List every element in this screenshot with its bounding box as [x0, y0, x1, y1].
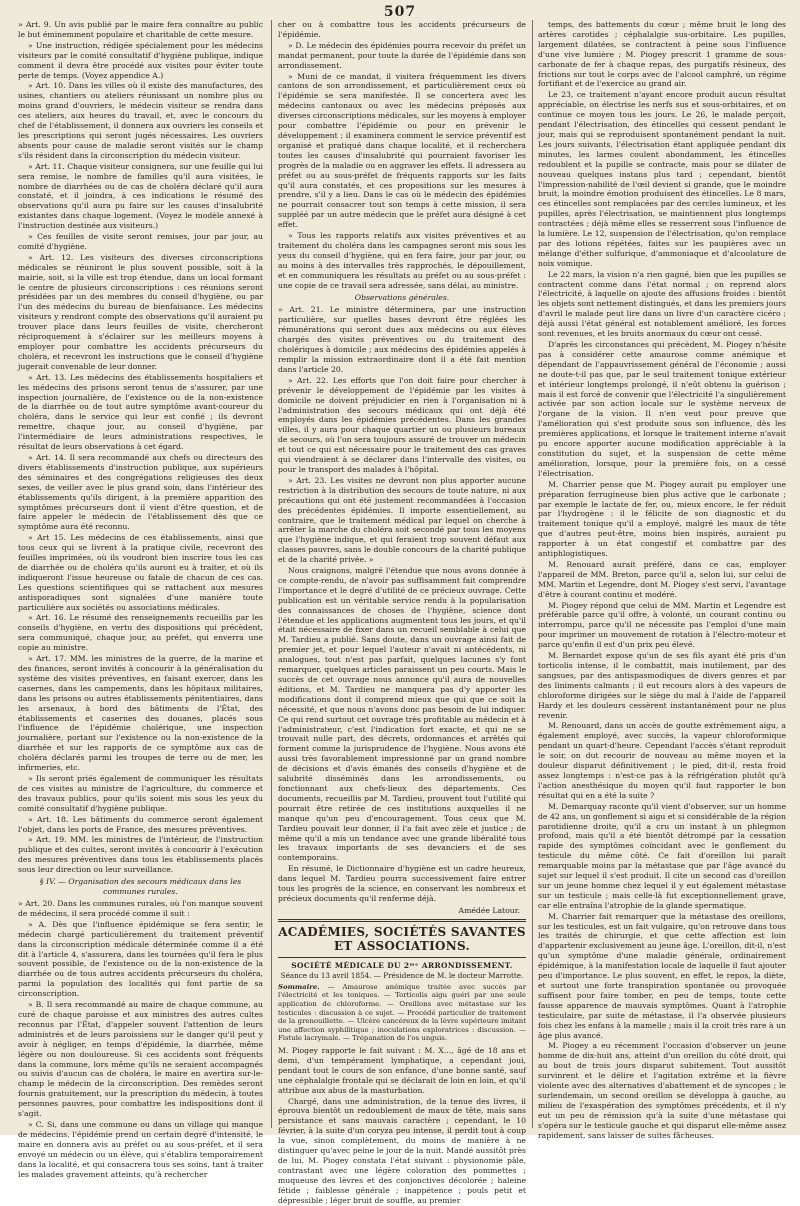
paragraph: M. Demarquay raconte qu'il vient d'observer, sur un homme de 42 ans, un gonflement si aigu et si considérable de la région parotidienne droite, qu'il a cru un instant à un phlegmon profond, mais qu'il a été bientôt détrompé par la cessation rapide des symptômes coïncidant avec le gonflement du testicule du même côté. Ce fait d'oreillon lui paraît remarquable moins par la métastase que par l'âge avancé du sujet sur lequel il s'est produit. Il cite un second cas d'oreillon sur un jeune homme chez lequel il y eut également métastase sur un testicule ; mais celle-là fut exceptionnellement grave, car elle entraîna l'atrophie de la glande spermatique.: [538, 801, 786, 910]
paragraph: » Art. 16. Le résumé des renseignements recueillis par les conseils d'hygiène, en vertu des dispositions qui précèdent, sera communiqué, chaque jour, au préfet, qui enverra une copie au ministre.: [18, 613, 263, 653]
column-divider: [271, 20, 272, 1128]
column-1-paragraphs-top: [18, 20, 263, 875]
paragraph: Le 22 mars, la vision n'a rien gagné, bien que les pupilles se contractent comme dans l'état normal ; on reprend alors l'électricité, à laquelle on ajoute des affusions froides : bientôt les objets sont nettement distingués, et dans les premiers jours d'avril le malade peut lire dans un livre d'un caractère cicéro ; déjà aussi l'état général est notablement amélioré, les forces sont revenues, et les bruits anormaux du cœur ont cessé.: [538, 269, 786, 339]
paragraph: » Ces feuilles de visite seront remises, jour par jour, au comité d'hygiène.: [18, 232, 263, 251]
column-1-paragraphs-bottom: [18, 899, 263, 1179]
paragraph: » Art. 10. Dans les villes où il existe des manufactures, des usines, chantiers ou ateliers réunissant un nombre plus ou moins grand d'ouvriers, le médecin visiteur se rendra dans ces ateliers, aux heures du travail, et, avec le concours du chef de l'établissement, il donnera aux ouvriers les conseils et les prescriptions qui seront jugés nécessaires. Les ouvriers absents pour cause de maladie seront visités sur le champ s'ils résident dans la circonscription du médecin visiteur.: [18, 81, 263, 160]
summary-text: — Amaurose anémique traitée avec succès par l'électricité et les toniques. — Torticolis aigu guéri par une seule application de chloroforme. — Oreillons avec métastase sur les testicules : discussion à ce sujet. — Procédé particulier de traitement de la grenouillette. — Ulcère cancéreux de la lèvre supérieure imitant une affection syphilitique ; inoculations exploratrices : discussion. — Fistule lacrymale. — Trépanation de l'os unguis.: [278, 982, 526, 1043]
paragraph: » Art. 13. Les médecins des établissements hospitaliers et les médecins des prisons seront tenus de s'assurer, par une inspection journalière, de l'existence ou de la non-existence de la diarrhée ou de tout autre symptôme avant-coureur du choléra, dans le service qui leur est confié ; ils devront remettre, chaque jour, au conseil d'hygiène, par l'intermédiaire de leurs administrations respectives, le résultat de leurs observations à cet égard.: [18, 372, 263, 452]
paragraph: M. Renouard, dans un accès de goutte extrêmement aigu, a également employé, avec succès, la vapeur chloroformique pendant un quart-d'heure. Cependant l'accès s'étant reproduit le soir, on dut recourir de nouveau au même moyen et la douleur disparut définitivement ; le pied, dit-il, resta froid assez longtemps : n'est-ce pas à la réfrigération plutôt qu'à l'action anesthésique du moyen qu'il faut rapporter le bon résultat qui en a été la suite ?: [538, 721, 786, 800]
paragraph: » Tous les rapports relatifs aux visites préventives et au traitement du choléra dans les campagnes seront mis sous les yeux du conseil d'hygiène, qui en fera faire, jour par jour, ou au moins à des intervalles très rapprochés, le dépouillement, et en communiquera les résultats au préfet ou au sous-préfet : une copie de ce travail sera adressée, sans délai, au ministre.: [278, 231, 526, 290]
paragraph: » Une instruction, rédigée spécialement pour les médecins visiteurs par le comité consultatif d'hygiène publique, indique comment il devra être procédé aux visites pour éviter toute perte de temps. (Voyez appendice A.): [18, 40, 263, 80]
paragraph: » Art. 9. Un avis publié par le maire fera connaître au public le but éminemment populaire et charitable de cette mesure.: [18, 20, 263, 39]
paragraph: Nous craignons, malgré l'étendue que nous avons donnée à ce compte-rendu, de n'avoir pas suffisamment fait comprendre l'importance et le degré d'utilité de ce précieux ouvrage. Cette publication est un véritable service rendu à la popularisation des connaissances de choses de l'hygiène, science dont l'étendue et les applications augmentent tous les jours, et qu'il était nécessaire de fixer dans un recueil semblable à celui que M. Tardieu a publié. Sans doute, dans un ouvrage ainsi fait de premier jet, et pour lequel l'auteur n'avait ni antécédents, ni analogues, tout n'est pas parfait, quelques lacunes s'y font remarquer, quelques articles paraissent un peu courts. Mais le succès de cet ouvrage nous annonce qu'il aura de nouvelles éditions, et M. Tardieu ne manquera pas d'y apporter les modifications dont il comprend mieux que qui que ce soit la nécessité, et que nous n'avons donc pas besoin de lui indiquer. Ce qui rend surtout cet ouvrage très profitable au médecin et à l'administrateur, c'est l'indication fort exacte, et qui ne se trouvait nulle part, des décrets, ordonnances et arrêtés qui forment comme la jurisprudence de l'hygiène. Nous avons été aussi très favorablement impressionné par un grand nombre de décisions et d'avis émanés des conseils d'hygiène et de salubrité disséminés dans les arrondissements, ou fonctionnant aux chefs-lieux des départements. Ces documents, recueillis par M. Tardieu, prouvent tout l'utilité qui pourrait être retirée de ces institutions auxquelles il ne manque qu'un peu d'encouragement. Tous ceux que M. Tardieu pouvait leur donner, il l'a fait avec zèle et justice ; de même qu'il a mis un tendance avec une grande libéralité tous les travaux importants de ses devanciers et de ses contemporains.: [278, 566, 526, 863]
paragraph: » Muni de ce mandat, il visitera fréquemment les divers cantons de son arrondissement, et particulièrement ceux où l'épidémie se sera manifestée. Il se concertera avec les médecins cantonaux ou avec les médecins préposés aux diverses circonscriptions médicales, sur les moyens à employer pour combattre l'épidémie ou pour en prévenir le développement ; il examinera comment le service préventif est organisé et pratiqué dans chaque localité, et il recherchera toutes les causes d'insalubrité qui pourraient favoriser les progrès de la maladie ou en aggraver les effets. Il adressera au préfet ou au sous-préfet de fréquents rapports sur les faits qu'il aura constatés, et ces propositions sur les mesures à prendre, s'il y a lieu. Dans le cas où le médecin des épidémies ne pourrait consacrer tout son temps à cette mission, il sera suppléé par un autre médecin que le préfet aura désigné à cet effet.: [278, 71, 526, 230]
summary: [278, 983, 526, 1043]
section-rule: [278, 919, 526, 922]
paragraph: » Art 15. Les médecins de ces établissements, ainsi que tous ceux qui se livrent à la pratique civile, recevront des feuilles imprimées, où ils voudront bien inscrire tous les cas de diarrhée ou de choléra qu'ils auront eu à traiter, et où ils indiqueront l'issue heureuse ou fatale de chacun de ces cas. Les questions scientifiques qui se rattachent aux mesures antisporadiques sont signalées d'une manière toute particulière aux sociétés ou associations médicales.: [18, 533, 263, 612]
paragraph: D'après les circonstances qui précèdent, M. Piogey n'hésite pas à considérer cette amaurose comme anémique et dépendant de l'appauvrissement général de l'économie ; aussi ne doute-t-il pas que, par le seul traitement tonique extérieur et intérieur longtemps prolongé, il n'eût obtenu la guérison ; mais il est forcé de convenir que l'électricité l'a singulièrement activée par son action locale sur le système nerveux de l'organe de la vision. Il n'en veut pour preuve que l'amélioration qui s'est produite sous son influence, dès les premières applications, et lorsque le traitement interne n'avait pu encore apporter aucune modification appréciable à la constitution du sujet, et la suspension de cette même amélioration, lorsque, pour la première fois, on a cessé l'électrisation.: [538, 340, 786, 478]
paragraph: temps, des battements du cœur ; même bruit le long des artères carotides ; céphalalgie sus-orbitaire. Les pupilles, largement dilatées, se contractent à peine sous l'influence d'une vive lumière ; M. Piogey prescrit 1 gramme de sous-carbonate de fer à chaque repas, des purgatifs résineux, des frictions sur tout le corps avec de l'alcool camphré, un régime fortifiant et de l'exercice au grand air.: [538, 20, 786, 89]
paragraph: M. Piogey a eu récemment l'occasion d'observer un jeune homme de dix-huit ans, atteint d'un oreillon du côté droit, qui au bout de trois jours disparut subitement. Tout aussitôt survinrent et le délire et l'agitation extrême et la fièvre violente avec des alternatives d'abattement et de syncopes ; le surlendemain, un second oreillon se développa à gauche, au milieu de l'exaspération des symptômes précédents, et il n'y eut un peu de rémission qu'à la suite d'une métastase qui s'opéra sur le testicule gauche et qui disparut elle-même assez rapidement, sans laisser de suites fâcheuses.: [538, 1041, 786, 1140]
paragraph: » Ils seront priés également de communiquer les résultats de ces visites au ministre de l'agriculture, du commerce et des travaux publics, pour qu'ils soient mis sous les yeux du comité consultatif d'hygiène publique.: [18, 773, 263, 813]
paragraph: » B. Il sera recommandé au maire de chaque commune, au curé de chaque paroisse et aux ministres des autres cultes reconnus par l'État, d'appeler souvent l'attention de leurs administrés et de leurs paroissiens sur le danger qu'il peut y avoir à négliger, en temps d'épidémie, la diarrhée, même légère ou non douloureuse. Si ces accidents sont fréquents dans la commune, lors même qu'ils ne seraient accompagnés ou suivis d'aucun cas de choléra, le maire en avertira sur-le-champ le médecin de la circonscription. Des remèdes seront fournis gratuitement, sur la prescription du médecin, à toutes personnes pauvres, pour combattre les indispositions dont il s'agit.: [18, 1000, 263, 1119]
paragraph: M. Piogey répond que celui de MM. Martin et Legendre est préférable parce qu'il offre, à volonté, un courant continu ou interrompu, parce qu'il ne nécessite pas l'emploi d'une main pour imprimer un mouvement de rotation à l'électro-moteur et parce qu'enfin il est d'un prix peu élevé.: [538, 600, 786, 650]
paragraph: cher ou à combattre tous les accidents précurseurs de l'épidémie.: [278, 20, 526, 39]
meeting-line: Séance du 13 avril 1854. — Présidence de M. le docteur Marrotte.: [280, 970, 524, 980]
paragraph: » Art. 12. Les visiteurs des diverses circonscriptions médicales se réuniront le plus souvent possible, soit à la mairie, soit, si la ville est trop étendue, dans un local formant le centre de plusieurs circonscriptions : ces réunions seront présidées par un des membres du conseil d'hygiène, ou par l'un des médecins du bureau de bienfaisance. Les médecins visiteurs y rendront compte des observations qu'il auraient pu trouver place dans leurs feuilles de visite, chercheront réciproquement à s'éclairer sur les meilleurs moyens à employer pour combattre les accidents précurseurs du choléra, et recevront les instructions que le conseil d'hygiène jugerait convenable de leur donner.: [18, 252, 263, 371]
paragraph: Le 23, ce traitement n'ayant encore produit aucun résultat appréciable, on électrise les nerfs sus et sous-orbitaires, et on continue ce moyen tous les jours. Le 26, le malade perçoit, pendant l'électrisation, des étincelles qui cessent pendant le jour, mais qui se reproduisent spontanément pendant la nuit. Les jours suivants, l'électrisation étant appliquée pendant dix minutes, les larmes coulent abondamment, les étincelles redoublent et la pupille se contracte, mais pour se dilater de nouveau quelques instans plus tard ; cependant, bientôt l'impression-nabilité de l'œil devient si grande, que le moindre bruit, la moindre émotion produisent des étincelles. Le 8 mars, ces étincelles sont remplacées par des cercles lumineux, et les pupilles, après l'électrisation, se maintiennent plus longtemps contractées ; déjà même elles se resserrent sous l'influence de la lumière. Le 12, suspension de l'électrisation, qu'on remplace par des lotions répétées, faites sur les paupières avec un mélange d'éther sulfurique, d'ammoniaque et d'alcoolature de noix vomique.: [538, 90, 786, 268]
summary-label: Sommaire.: [278, 982, 320, 991]
paragraph: M. Charrier pense que M. Piogey aurait pu employer une préparation ferrugineuse bien plus active que le carbonate ; par exemple le lactate de fer, ou, mieux encore, le fer réduit par l'hydrogène : il le félicite de son diagnostic et du traitement tonique qu'il a employé, malgré les maux de tête que d'autres peut-être, moins bien inspirés, auraient pu rapporter à un état congestif et combattre par des antiphlogistiques.: [538, 479, 786, 559]
paragraph: M. Piogey rapporte le fait suivant : M. X..., âgé de 18 ans et demi, d'un tempérament lymphatique, a cependant joui, pendant tout le cours de son enfance, d'une bonne santé, sauf une céphalalgie frontale qui se déclarait de loin en loin, et qu'il attribue aux abus de la masturbation.: [278, 1046, 526, 1095]
article-signature: Amédée Latour.: [458, 905, 520, 915]
paragraph: M. Renouard aurait préféré, dans ce cas, employer l'appareil de MM. Breton, parce qu'il a, selon lui, sur celui de MM. Martin et Legendre, dont M. Piogey s'est servi, l'avantage d'être à courant continu et modéré.: [538, 559, 786, 599]
paragraph: En résumé, le Dictionnaire d'hygiène est un cadre heureux, dans lequel M. Tardieu pourra successivement faire entrer tous les progrès de la science, en conservant les nombreux et précieux documents qu'il renferme déjà.: [278, 864, 526, 903]
paragraph: M. Charrier fait remarquer que la métastase des oreillons, sur les testicules, est un fait vulgaire, qu'on retrouve dans tous les traités de chirurgie, et que cette affection est loin d'appartenir exclusivement au jeune âge. L'oreillon, dit-il, n'est qu'un symptôme d'une maladie générale, ordinairement épidémique, à la manifestation locale de laquelle il faut ajouter peu d'importance. Le plus souvent, en effet, le repos, la diète, et surtout une forte transpiration spontanée ou provoquée suffisent pour faire tomber, en peu de temps, toute cette fausse apparence de mauvais symptômes. Quant à l'atrophie testiculaire, par suite de métastase, il l'a observée plusieurs fois chez les enfans à la mamelle ; mais il la croit très rare à un âge plus avancé.: [538, 911, 786, 1040]
paragraph: » Art. 23. Les visites ne devront non plus apporter aucune restriction à la distribution des secours de toute nature, ni aux précautions qui ont été justement recommandées à l'occasion des précédentes épidémies. Il importe essentiellement, au contraire, que le traitement médical par lequel on cherche à arrêter la marche du choléra soit secondé par tous les moyens que l'hygiène indique, et qui feraient trop souvent défaut aux classes pauvres, sans le double concours de la charité publique et de la charité privée. »: [278, 475, 526, 565]
column-2: [278, 20, 526, 1205]
column-3-paragraphs: [538, 20, 786, 1141]
paragraph: » Art. 17. MM. les ministres de la guerre, de la marine et des finances, seront invités à concourir à la généralisation du système des visites préventives, en faisant exercer, dans les casernes, dans les campements, dans les hôpitaux militaires, dans les prisons ou autres établissements pénitentiaires, dans les arsenaux, à bord des bâtiments de l'État, des établissements et casernes des douanes, placés sous l'influence de l'épidémie cholérique, une inspection journalière, portant sur l'existence ou la non-existence de la diarrhée et sur les rapports de ce symptôme aux cas de choléra déclarés parmi les troupes de terre ou de mer, les infirmeries, etc.: [18, 654, 263, 773]
paragraph: » Art. 18. Les bâtiments du commerce seront également l'objet, dans les ports de France, des mesures préventives.: [18, 814, 263, 834]
column-2-paragraphs-middle: [278, 305, 526, 903]
paragraph: » D. Le médecin des épidémies pourra recevoir du préfet un mandat permanent, pour toute la durée de l'épidémie dans son arrondissement.: [278, 40, 526, 70]
column-3: [538, 20, 786, 1140]
column-2-paragraphs-top: [278, 20, 526, 290]
column-2-paragraphs-bottom: [278, 1046, 526, 1206]
paragraph: M. Bernardet expose qu'un de ses fils ayant été pris d'un torticolis intense, il le combattit, mais inutilement, par des sangsues, par des antispasmodiques de divers genres et par des liniments calmants ; il eut recours alors à des vapeurs de chloroforme dirigées sur le siège du mal à l'aide de l'appareil Hardy et les douleurs cessèrent instantanément pour ne plus revenir.: [538, 651, 786, 720]
page-number: 507: [383, 4, 417, 20]
column-divider: [532, 20, 533, 1128]
paragraph: » Art. 21. Le ministre déterminera, par une instruction particulière, sur quelles bases devront être réglées les rémunérations qui seront dues aux médecins ou aux élèves chargés des visites préventives ou du traitement des cholériques à domicile ; aux médecins des épidémies appelés à remplir la mission extraordinaire dont il a été fait mention dans l'article 20.: [278, 305, 526, 374]
society-name: SOCIÉTÉ MÉDICALE DU 2ᵐᵉ ARRONDISSEMENT.: [291, 960, 513, 970]
paragraph: » Art. 19. MM. les ministres de l'intérieur, de l'instruction publique et des cultes, seront invités à concourir à l'exécution des mesures préventives dans tous les établissements placés sous leur direction ou leur surveillance.: [18, 835, 263, 875]
paragraph: » Art. 11. Chaque visiteur consignera, sur une feuille qui lui sera remise, le nombre de familles qu'il aura visitées, le nombre de diarrhées ou de cas de choléra déclaré qu'il aura constaté, et il joindra, à ces indications le résumé des observations qu'il aura pu faire sur les causes d'insalubrité existantes dans chaque logement. (Voyez le modèle annexé à l'instruction destinée aux visiteurs.): [18, 161, 263, 231]
paragraph: » Art. 20. Dans les communes rurales, où l'on manque souvent de médecins, il sera procédé comme il suit :: [18, 899, 263, 918]
section-heading: § IV. — Organisation des secours médicaux dans les communes rurales.: [39, 877, 242, 897]
sub-heading: Observations générales.: [354, 293, 450, 303]
section-headline: ACADÉMIES, SOCIÉTÉS SAVANTES ET ASSOCIATIONS.: [278, 924, 526, 953]
paragraph: Chargé, dans une administration, de la tenue des livres, il éprouva bientôt un redoublement de maux de tête, mais sans persistance et sans mauvais caractère ; cependant, le 10 février, à la suite d'un coryza peu intense, il perdit tout à coup la vue, sinon complètement, du moins de manière à ne distinguer qu'avec peine le jour de la nuit. Mandé aussitôt près de lui, M. Piogey constata l'état suivant : physionomie pâle, contrastant avec une légère coloration des pommettes ; muqueuse des lèvres et des conjonctives décolorée ; haleine fétide ; faiblesse générale ; inappétence ; pouls petit et dépressible ; léger bruit de souffle, au premier: [278, 1096, 526, 1205]
paragraph: » Art. 14. Il sera recommandé aux chefs ou directeurs des divers établissements d'instruction publique, aux supérieurs des séminaires et des congrégations religieuses des deux sexes, de veiller avec le plus grand soin, dans l'intérieur des établissements qu'ils dirigent, à la première apparition des symptômes précurseurs dont il vient d'être question, et de faire appeler le médecin de l'établissement dès que ce symptôme aura été reconnu.: [18, 452, 263, 532]
headline-rule: [278, 957, 526, 958]
paragraph: » A. Dès que l'influence épidémique se fera sentir, le médecin chargé particulièrement du traitement préventif dans la circonscription médicale déterminée comme il a été dit à l'article 4, s'assurera, dans les tournées qu'il fera le plus souvent possible, de l'existence ou de la non-existence de la diarrhée ou de tous autres accidents précurseurs du choléra, parmi la population des localités qui font partie de sa circonscription.: [18, 919, 263, 999]
paragraph: » Art. 22. Les efforts que l'on doit faire pour chercher à prévenir le développement de l'épidémie par les visites à domicile ne doivent préjudicier en rien à l'organisation ni à l'administration des secours médicaux qui ont déjà été employés dans les épidémies précédentes. Dans les grandes villes, il y aura pour chaque quartier un ou plusieurs bureaux de secours, où l'on sera toujours assuré de trouver un médecin et tout ce qui est nécessaire pour le traitement des cas graves qui viendraient à se déclarer dans l'intervalle des visites, ou pour le transport des malades à l'hôpital.: [278, 375, 526, 474]
column-1: [18, 20, 263, 1179]
paragraph: » C. Si, dans une commune ou dans un village qui manque de médecins, l'épidémie prend un certain degré d'intensité, le maire en donnera avis au préfet ou au sous-préfet, et il sera envoyé un médecin ou un élève, qui s'établira temporairement dans la localité, et qui consacrera tous ses soins, tant à traiter les malades gravement atteints, qu'à rechercher: [18, 1119, 263, 1179]
